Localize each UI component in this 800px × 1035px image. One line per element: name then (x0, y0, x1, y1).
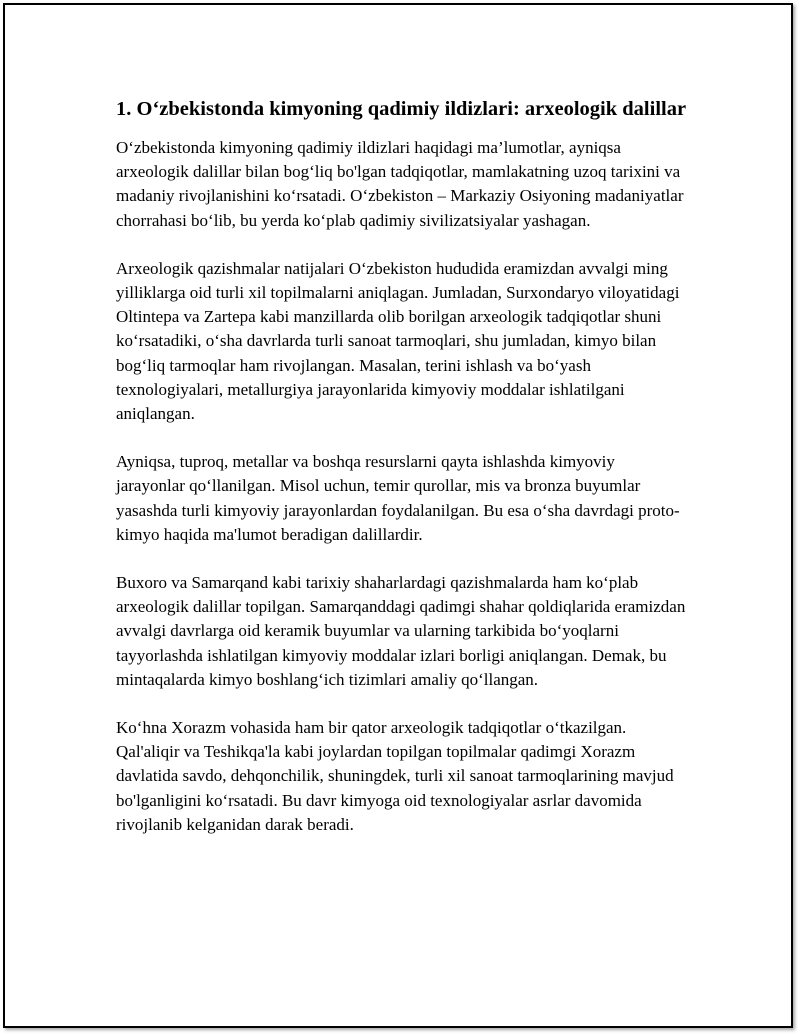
paragraph-1: O‘zbekistonda kimyoning qadimiy ildizlari haqidagi ma’lumotlar, ayniqsa arxeologik dalillar bilan bog‘liq bo'lgan tadqiqotlar, mamlakatning uzoq tarixini va madaniy rivojlanishini ko‘rsatadi. O‘zbekiston – Markaziy Osiyoning madaniyatlar chorrahasi bo‘lib, bu yerda ko‘plab qadimiy sivilizatsiyalar yashagan. (116, 138, 684, 230)
paragraph-3: Ayniqsa, tuproq, metallar va boshqa resurslarni qayta ishlashda kimyoviy jarayonlar qo‘llanilgan. Misol uchun, temir qurollar, mis va bronza buyumlar yasashda turli kimyoviy jarayonlardan foydalanilgan. Bu esa o‘sha davrdagi proto-kimyo haqida ma'lumot beradigan dalillardir. (116, 452, 680, 544)
paragraph-4: Buxoro va Samarqand kabi tarixiy shaharlardagi qazishmalarda ham ko‘plab arxeologik dalillar topilgan. Samarqanddagi qadimgi shahar qoldiqlarida eramizdan avvalgi davrlarga oid keramik buyumlar va ularning tarkibida bo‘yoqlarni tayyorlashda ishlatilgan kimyoviy moddalar izlari borligi aniqlangan. Demak, bu mintaqalarda kimyo boshlang‘ich tizimlari amaliy qo‘llangan. (116, 573, 686, 689)
paragraph-2: Arxeologik qazishmalar natijalari O‘zbekiston hududida eramizdan avvalgi ming yilliklarga oid turli xil topilmalarni aniqlagan. Jumladan, Surxondaryo viloyatidagi Oltintepa va Zartepa kabi manzillarda olib borilgan arxeologik tadqiqotlar shuni ko‘rsatadiki, o‘sha davrlarda turli sanoat tarmoqlari, shu jumladan, kimyo bilan bog‘liq tarmoqlar ham rivojlangan. Masalan, terini ishlash va bo‘yash texnologiyalari, metallurgiya jarayonlarida kimyoviy moddalar ishlatilgani aniqlangan. (116, 258, 680, 424)
paragraph-5: Ko‘hna Xorazm vohasida ham bir qator arxeologik tadqiqotlar o‘tkazilgan. Qal'aliqir va Teshikqa'la kabi joylardan topilgan topilmalar qadimgi Xorazm davlatida savdo, dehqonchilik, shuningdek, turli xil sanoat tarmoqlarining mavjud bo'lganligini ko‘rsatadi. Bu davr kimyoga oid texnologiyalar asrlar davomida rivojlanib kelganidan darak beradi. (116, 718, 674, 834)
document-content (116, 96, 688, 861)
section-heading: 1. O‘zbekistonda kimyoning qadimiy ildizlari: arxeologik dalillar (116, 98, 687, 120)
